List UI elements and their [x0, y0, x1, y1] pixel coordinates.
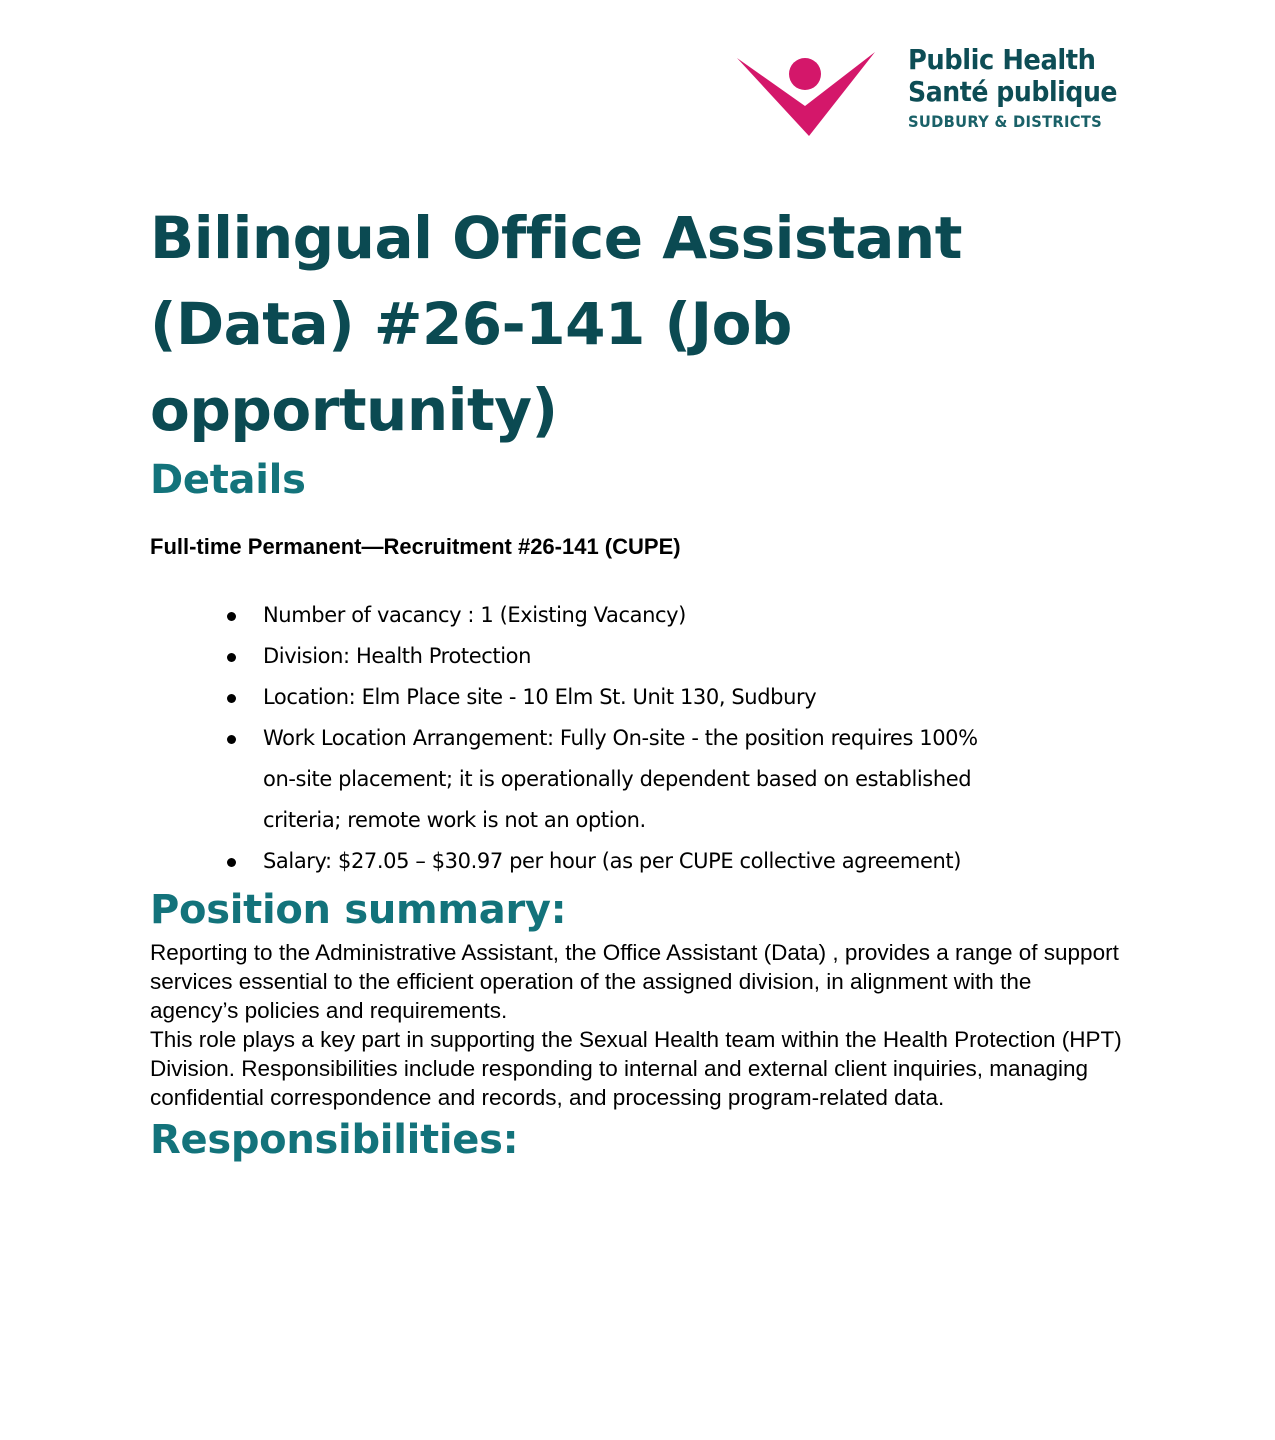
- list-item: [263, 841, 983, 882]
- list-item-text: Salary: $27.05 – $30.97 per hour (as per CUPE collective agreement): [263, 849, 962, 873]
- details-subheading: Full-time Permanent—Recruitment #26-141 (CUPE): [150, 534, 681, 559]
- list-item: [263, 636, 983, 677]
- bullet-icon: [227, 735, 236, 744]
- position-summary-heading: Position summary:: [150, 887, 567, 933]
- summary-paragraph: Reporting to the Administrative Assistant, the Office Assistant (Data) , provides a range of support services essential to the efficient operation of the assigned division, in alignment with the agency’s policies and requirements.: [150, 940, 1119, 1023]
- document-body: [150, 195, 1125, 1168]
- logo-line-french: Santé publique: [908, 75, 1118, 108]
- bullet-icon: [227, 858, 236, 867]
- page-title: Bilingual Office Assistant (Data) #26-141 (Job opportunity): [150, 204, 962, 444]
- person-v-mark-icon: [735, 50, 880, 136]
- logo-wordmark: [908, 43, 1140, 131]
- details-list: [150, 595, 983, 882]
- bullet-icon: [227, 612, 236, 621]
- bullet-icon: [227, 694, 236, 703]
- list-item: [263, 677, 983, 718]
- summary-paragraph: This role plays a key part in supporting the Sexual Health team within the Health Protection (HPT) Division. Responsibilities include responding to internal and external client inquiries, managing confidential correspondence and records, and processing program-related data.: [150, 1027, 1122, 1110]
- bullet-icon: [227, 653, 236, 662]
- logo: [735, 43, 1125, 146]
- list-item-text: Division: Health Protection: [263, 644, 532, 668]
- responsibilities-heading: Responsibilities:: [150, 1117, 519, 1163]
- list-item-text: Work Location Arrangement: Fully On-site - the position requires 100% on-site placement; it is operationally dependent based on established criteria; remote work is not an option.: [263, 726, 978, 832]
- list-item-text: Number of vacancy : 1 (Existing Vacancy): [263, 603, 686, 627]
- list-item: [263, 595, 983, 636]
- details-heading: Details: [150, 457, 306, 503]
- list-item-text: Location: Elm Place site - 10 Elm St. Unit 130, Sudbury: [263, 685, 817, 709]
- logo-line-english: Public Health: [908, 43, 1096, 76]
- list-item: [263, 718, 983, 841]
- logo-line-region: SUDBURY & DISTRICTS: [908, 112, 1103, 131]
